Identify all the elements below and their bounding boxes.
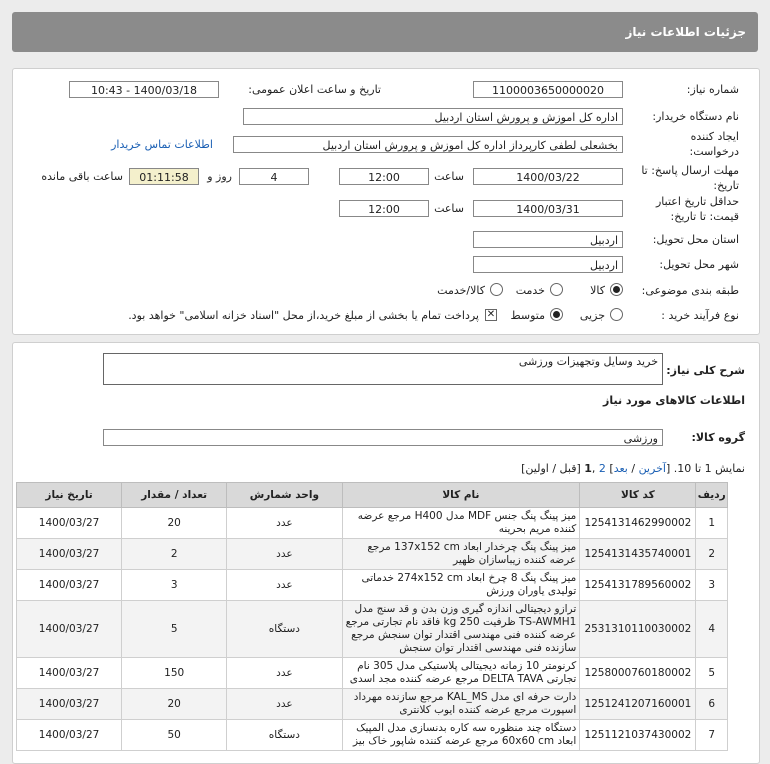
- cell-qty: 2: [122, 539, 227, 570]
- buyer-label: نام دستگاه خریدار:: [652, 110, 739, 123]
- cell-date: 1400/03/27: [17, 601, 122, 658]
- page-header: [12, 12, 758, 52]
- province-field: اردبیل: [473, 231, 623, 248]
- process-medium-label: متوسط: [510, 309, 545, 322]
- goods-group-field: ورزشی: [103, 429, 663, 446]
- table-row: [17, 508, 728, 539]
- cell-qty: 5: [122, 601, 227, 658]
- cell-date: 1400/03/27: [17, 508, 122, 539]
- process-label: نوع فرآیند خرید :: [661, 309, 739, 322]
- goods-group-label: گروه کالا:: [691, 431, 745, 444]
- cell-name: ترازو دیجیتالی اندازه گیری وزن بدن و قد سنج مدل TS-AWMH1 ظرفیت 250 kg فاقد نام تجارتی مرجع عرضه کننده فنی مهندسی اقتدار توان سنجش مرجع سازنده فنی مهندسی اقتدار توان سنجش: [342, 601, 580, 658]
- cell-qty: 20: [122, 689, 227, 720]
- remaining-label: ساعت باقی مانده: [41, 170, 123, 183]
- pagination-sep: ,: [591, 462, 599, 475]
- cell-name: دستگاه چند منظوره سه کاره بدنسازی مدل المپیک ابعاد 60x60 cm مرجع عرضه کننده شاپور خاک بیز: [342, 720, 580, 751]
- reply-date-field: 1400/03/22: [473, 168, 623, 185]
- reply-days-field: 4: [239, 168, 309, 185]
- table-header-row: [17, 483, 728, 508]
- creator-field: بخشعلی لطفی کارپرداز اداره کل اموزش و پرورش استان اردبیل: [233, 136, 623, 153]
- treasury-note: پرداخت تمام یا بخشی از مبلغ خرید،از محل "اسناد خزانه اسلامی" خواهد بود.: [128, 309, 479, 322]
- cell-unit: دستگاه: [227, 720, 342, 751]
- cell-name: میز پینگ پنگ جنس MDF مدل H400 مرجع عرضه کننده مریم بحرینه: [342, 508, 580, 539]
- category-radio-goods[interactable]: [610, 283, 623, 296]
- goods-info-title: اطلاعات کالاهای مورد نیاز: [603, 394, 745, 407]
- cell-code: 1254131435740001: [580, 539, 696, 570]
- need-number-label: شماره نیاز:: [686, 83, 739, 96]
- table-row: [17, 539, 728, 570]
- cell-unit: عدد: [227, 658, 342, 689]
- cell-code: 1254131462990002: [580, 508, 696, 539]
- process-radio-minor[interactable]: [610, 308, 623, 321]
- validity-time-label: ساعت: [434, 202, 464, 215]
- cell-qty: 150: [122, 658, 227, 689]
- city-label: شهر محل تحویل:: [659, 258, 739, 271]
- col-row: ردیف: [696, 483, 728, 508]
- announce-field: 1400/03/18 - 10:43: [69, 81, 219, 98]
- cell-row: 4: [696, 601, 728, 658]
- cell-date: 1400/03/27: [17, 720, 122, 751]
- cell-unit: عدد: [227, 570, 342, 601]
- cell-qty: 20: [122, 508, 227, 539]
- table-row: [17, 720, 728, 751]
- price-validity-label: حداقل تاریخ اعتبار قیمت: تا تاریخ:: [655, 195, 739, 223]
- pagination-suffix: [قبل / اولین]: [521, 462, 585, 475]
- details-panel: [12, 68, 760, 335]
- cell-name: دارت حرفه ای مدل KAL_MS مرجع سازنده مهرداد اسپورت مرجع عرضه کننده ایوب کلانتری: [342, 689, 580, 720]
- cell-code: 1251121037430002: [580, 720, 696, 751]
- col-qty: تعداد / مقدار: [122, 483, 227, 508]
- goods-table: [16, 482, 728, 751]
- category-goods-label: کالا: [590, 284, 605, 297]
- validity-date-field: 1400/03/31: [473, 200, 623, 217]
- pagination-page-2[interactable]: 2: [598, 462, 606, 475]
- cell-date: 1400/03/27: [17, 658, 122, 689]
- cell-code: 1258000760180002: [580, 658, 696, 689]
- buyer-contact-link[interactable]: اطلاعات تماس خریدار: [111, 138, 213, 151]
- col-unit: واحد شمارش: [227, 483, 342, 508]
- pagination-last-link[interactable]: آخرین: [638, 462, 666, 475]
- cell-qty: 3: [122, 570, 227, 601]
- description-label: شرح کلی نیاز:: [666, 364, 745, 377]
- cell-row: 2: [696, 539, 728, 570]
- description-field: خرید وسایل وتجهیزات ورزشی: [103, 353, 663, 385]
- creator-label: ایجاد کننده درخواست:: [689, 130, 739, 158]
- cell-name: میز پینگ پنگ 8 چرخ ابعاد 274x152 cm خدماتی تولیدی یاوران ورزش: [342, 570, 580, 601]
- cell-code: 1251241207160001: [580, 689, 696, 720]
- pagination-page-1: 1: [584, 462, 592, 475]
- page-title: جزئیات اطلاعات نیاز: [625, 25, 746, 39]
- category-goods-service-label: کالا/خدمت: [437, 284, 485, 297]
- cell-code: 2531310110030002: [580, 601, 696, 658]
- cell-name: کرنومتر 10 زمانه دیجیتالی پلاستیکی مدل 305 نام تجارتی DELTA TAVA مرجع عرضه کننده مجد اسدی: [342, 658, 580, 689]
- table-row: [17, 570, 728, 601]
- cell-unit: عدد: [227, 539, 342, 570]
- table-row: [17, 658, 728, 689]
- col-code: کد کالا: [580, 483, 696, 508]
- pagination-next-link[interactable]: بعد: [613, 462, 628, 475]
- process-radio-medium[interactable]: [550, 308, 563, 321]
- cell-code: 1254131789560002: [580, 570, 696, 601]
- cell-name: میز پینگ پنگ چرخدار ابعاد 137x152 cm مرجع عرضه کننده زیباسازان ظهیر: [342, 539, 580, 570]
- need-number-field: 1100003650000020: [473, 81, 623, 98]
- cell-date: 1400/03/27: [17, 539, 122, 570]
- pagination: [521, 462, 745, 475]
- cell-row: 7: [696, 720, 728, 751]
- cell-row: 5: [696, 658, 728, 689]
- process-minor-label: جزیی: [579, 309, 605, 322]
- reply-time-field: 12:00: [339, 168, 429, 185]
- cell-unit: عدد: [227, 689, 342, 720]
- buyer-field: اداره کل اموزش و پرورش استان اردبیل: [243, 108, 623, 125]
- pagination-sep: ]: [605, 462, 614, 475]
- pagination-sep: /: [627, 462, 639, 475]
- validity-time-field: 12:00: [339, 200, 429, 217]
- cell-row: 1: [696, 508, 728, 539]
- cell-unit: عدد: [227, 508, 342, 539]
- col-name: نام کالا: [342, 483, 580, 508]
- cell-row: 3: [696, 570, 728, 601]
- city-field: اردبیل: [473, 256, 623, 273]
- table-row: [17, 689, 728, 720]
- reply-days-label: روز و: [207, 170, 232, 183]
- cell-date: 1400/03/27: [17, 689, 122, 720]
- cell-row: 6: [696, 689, 728, 720]
- col-date: تاریخ نیاز: [17, 483, 122, 508]
- pagination-prefix: نمایش 1 تا 10. [: [665, 462, 745, 475]
- province-label: استان محل تحویل:: [652, 233, 739, 246]
- cell-date: 1400/03/27: [17, 570, 122, 601]
- category-label: طبقه بندی موضوعی:: [641, 284, 739, 297]
- reply-time-label: ساعت: [434, 170, 464, 183]
- cell-unit: دستگاه: [227, 601, 342, 658]
- category-radio-service[interactable]: [550, 283, 563, 296]
- category-service-label: خدمت: [515, 284, 545, 297]
- treasury-checkbox[interactable]: ✕: [486, 309, 496, 320]
- category-radio-goods-service[interactable]: [490, 283, 503, 296]
- reply-deadline-label: مهلت ارسال پاسخ: تا تاریخ:: [641, 164, 739, 192]
- cell-qty: 50: [122, 720, 227, 751]
- table-row: [17, 601, 728, 658]
- announce-label: تاریخ و ساعت اعلان عمومی:: [248, 83, 381, 96]
- remaining-time-field: 01:11:58: [129, 168, 199, 185]
